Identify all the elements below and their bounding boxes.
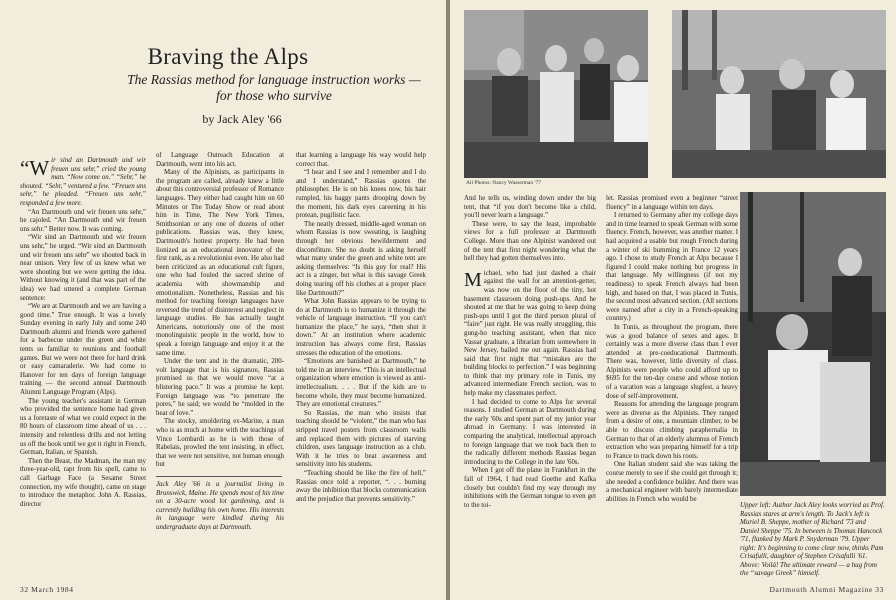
paragraph: of Language Outreach Education at Dartmouth, went into his act.: [156, 152, 284, 168]
paragraph: “I hear and I see and I remember and I do and I understand,” Rassias quotes the philosopher. He is on his knees now, his hair rumpled, his baggy pants drooping down by the moment, his dark eyes careening in his protean, pugilistic face.: [296, 169, 426, 220]
paragraph: “Wir sind an Dartmouth und wir freuen uns sehr,” he urged. “Wir sind an Dartmouth und wir freuen uns sehr” we shouted back in near unison. Very few of us knew what we were shouting but we were getting the idea. Without knowing it (and that was part of the idea) we had uttered a complete German sentence:: [20, 234, 146, 302]
photo-upper-left: [464, 10, 648, 178]
right-column-1: [464, 195, 596, 590]
paragraph: ichael, who had just dashed a chair against the wall for an attention-getter, was now on the floor of the tiny, hot basement classroom doing push-ups. And he shouted at me that he was going to keep doing push-ups until I got the third person plural of “faire” just right. He was really struggling, this gung-ho teaching assistant, when that nice Vassar graduate, a librarian from somewhere in New Jersey, bailed me out again. Rassias had said that first night that “mistakes are the building blocks to perfection.” I was beginning to think that my primary role in Tunis, my advanced intermediate French section, was to help make my classmates perfect.: [464, 269, 596, 398]
right-column-2: [606, 195, 738, 590]
photo-credit: All Photos: Nancy Wasserman '77: [466, 180, 541, 186]
paragraph: Many of the Alpinists, as participants in the program are called, already knew a little about this controversial professor of Romance languages. They either had caught him on 60 Minutes or The Today Show or read about him in Time, The New York Times, Smithsonian or any one of dozens of other publications. Rassias was, they knew, Dartmouth's hottest property. He had been lionized as an educational innovator of the first rank, as a revolutionist even. He also had been criticized as an educational cult figure, one who had fouled the sacred shrine of academia with showmanship and emotionalism. Nonetheless, Rassias and his method for teaching foreign languages have reversed the trend of disinterest and neglect in language studies. He has actually taught Americans, notoriously one of the most monolinguistic people in the world, how to speak a foreign language and enjoy it at the same time.: [156, 169, 284, 357]
paragraph: Reasons for attending the language program were as diverse as the Alpinists. They ranged from a desire of one, a mountain climber, to be able to discuss climbing paraphernalia in German to that of an elderly alumnus of French extraction who was preparing himself for a trip to France to track down his roots.: [606, 401, 738, 460]
paragraph: ir sind an Dartmouth und wir freuen uns sehr,” cried the young man. “Now come on.” “Sehr,” he shouted. “Sehr,” ventured a few. “Freuen uns sehr,” he pleaded. “Freuen uns sehr,” responded a few more.: [20, 157, 146, 207]
page-folio-right: Dartmouth Alumni Magazine 33: [769, 585, 884, 594]
photo-caption: Upper left: Author Jack Aley looks worried as Prof. Rassias stares at arm's length. To Jack's left is Muriel B. Sheppe, mother of Richard '73 and Daniel Sheppe '75. In between is Thomas Hancock '71, flanked by Mark P. Snyderman '79. Upper right: It's beginning to come clear now, thinks Pam Crisafulli, daughter of Stephen Crisafulli '61. Above: Voilà! The ultimate reward — a hug from the “savage Greek” himself.: [740, 501, 885, 577]
right-page: [450, 0, 896, 600]
paragraph: “We are at Dartmouth and we are having a good time.” True enough. It was a lovely Sunday evening in early July and some 240 Dartmouth alumni and friends were gathered for a barbecue under the green and white tents so familiar to reunions and football games. But we were not there for hard drink or easy camaraderie. We had come to Hanover for ten days of foreign language training — the second annual Dartmouth Alumni Language Program (Alps).: [20, 303, 146, 397]
paragraph: So Rassias, the man who insists that teaching should be “violent,” the man who has stripped travel posters from classroom walls and replaced them with pictures of starving children, uses language instruction as a club. With it he tries to beat awareness and sensitivity into his students.: [296, 409, 426, 469]
paragraph: One Italian student said she was taking the course merely to see if she could get through it; she needed a confidence builder. And there was a mechanical engineer with barely intermediate abilities in French who would be: [606, 461, 738, 503]
paragraph: The young teacher's assistant in German who provided the sentence home had given us a foretaste of what we could expect in the 80 hours of classroom time ahead of us . . . intensity and relentless drills and not letting us off the hook until we got it right in French, German, Italian, or Spanish.: [20, 397, 146, 457]
paragraph: I returned to Germany after my college days and in time learned to speak German with some fluency. French, however, was another matter. I had acquired a usable but rough French during a winter of ski bumming in France 12 years ago. I chose to study French at Alps because I figured I could make nothing but progress in that language. My willingness (if not my readiness) to speak French always had been high, and based on that, I was placed in Tunis, the second most advanced section. (All sections were named after a city in a French-speaking country.): [606, 212, 738, 323]
dropcap: M: [464, 268, 482, 291]
paragraph: Under the tent and in the dramatic, 200-volt language that is his signature, Rassias promised us that we would move “at a blistering pace.” It was a promise he kept. Foreign language was “to penetrate the pores,” he said; we would be “molded in the heat of love.”: [156, 358, 284, 417]
paragraph: that learning a language his way would help correct that.: [296, 152, 426, 168]
paragraph: “Emotions are banished at Dartmouth,” he told me in an interview. “This is an intellectual organization where emotion is viewed as anti-intellectualism. . . . But if the kids are to become whole, they must become humanized. They are emotional creatures.”: [296, 358, 426, 409]
paragraph: let. Rassias promised even a beginner “street fluency” in a language within ten days.: [606, 195, 738, 211]
left-page: [0, 0, 446, 600]
paragraph: Then the Beast, the Madman, the man my three-year-old, rapt from his spell, came to call Garbage Face (a Sesame Street connection, my wife thought), came on stage to introduce the metaphor. John A. Rassias, director: [20, 457, 146, 508]
paragraph: The neatly dressed, middle-aged woman on whom Rassias is now sweating, is laughing through her obvious bewilderment and discomfiture. She no doubt is asking herself what many under the green and white tent are asking themselves: “Is this guy for real? His act is a zinger, but what is this savage Greek doing tearing off his clothes at a proper place like Dartmouth?”: [296, 220, 426, 297]
paragraph: “Teaching should be like the fire of hell,” Rassias once told a reporter, “. . . burning away the inhibition that blocks communication and the prejudice that prevents sensitivity.”: [296, 469, 426, 503]
dropcap: “W: [20, 157, 50, 180]
page-folio-left: 32 March 1984: [20, 585, 74, 594]
article-title: Braving the Alps: [147, 44, 309, 69]
paragraph: “An Dartmouth und wir freuen uns sehr,” he cajoled. “An Dartmouth und wir freuen uns sehr.” Better now. It was coming.: [20, 208, 146, 233]
paragraph: I had decided to come to Alps for several reasons. I studied German at Dartmouth during the early '60s and spent part of my junior year abroad in Germany. I was interested in comparing the analytical, intellectual approach to foreign language that we took back then to the radically different methods Rassias began introducing to the College in the late '60s.: [464, 398, 596, 466]
paragraph: These were, to say the least, improbable views for a full professor at Dartmouth College. More than one Alpinist wandered out of the tent that first night wondering what the hell they had gotten themselves into.: [464, 220, 596, 263]
left-column-2: [156, 152, 284, 572]
paragraph: In Tunis, as throughout the program, there was a good balance of sexes and ages. It certainly was a more diverse class than I ever attended at pre-coeducational Dartmouth. There was, however, little diversity of class. Alpinists were people who could afford up to $695 for the ten-day course and whose notion of a vacation was a language slugfest, a heavy dose of self-improvement.: [606, 323, 738, 400]
article-byline: by Jack Aley '66: [202, 112, 282, 126]
photo-lower-right: [740, 192, 886, 496]
paragraph: The stocky, smoldering ex-Marine, a man who is as much at home with the teachings of Vince Lombardi as he is with those of Rabelais, prowled the tent insisting, in effect, that we were not sensitive, not human enough but: [156, 418, 284, 469]
photo-upper-right: [672, 10, 886, 178]
paragraph: What John Rassias appears to be trying to do at Dartmouth is to humanize it through the vehicle of language instruction. “If you can't humanize the place,” he says, “then shut it down.” At an institution where academic instruction has always come first, Rassias stresses the education of the emotions.: [296, 298, 426, 357]
author-bio: Jack Aley '66 is a journalist living in Brunswick, Maine. He spends most of his time on a 30-acre wood lot gardening, and is currently building his own home. His interests in language were kindled during his undergraduate days at Dartmouth.: [156, 480, 284, 531]
left-column-1: [20, 157, 146, 587]
left-column-3: [296, 152, 426, 582]
paragraph: And he tells us, winding down under the big tent, that “if you don't become like a child, you'll never learn a language.”: [464, 195, 596, 220]
bio-divider: [156, 476, 282, 477]
article-subtitle: The Rassias method for language instruction works — for those who survive: [127, 72, 421, 103]
paragraph: When I got off the plane in Frankfurt in the fall of 1964, I had read Goethe and Kafka closely but couldn't find my way through my inhibitions with the German tongue to even get to the toi-: [464, 467, 596, 509]
